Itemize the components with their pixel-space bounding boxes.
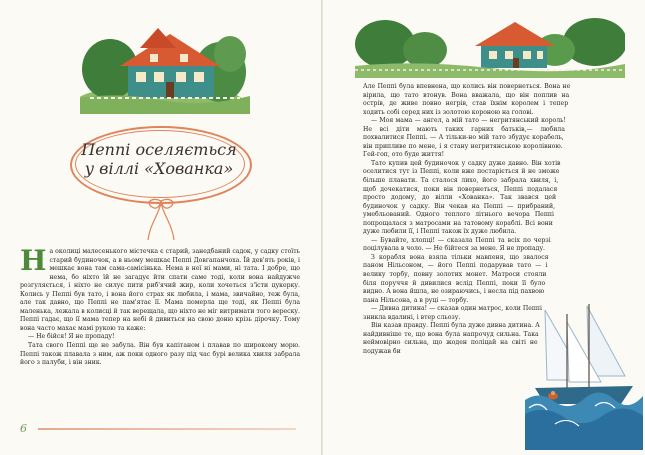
paragraph: — Не бійся! Я не пропаду! bbox=[28, 333, 115, 341]
paragraph: Але Пеппі була впевнена, що колись він повернеться. Вона не вірила, що тато втонув. Вона вважала, що він поплив на острів, де живе повно негрів, став їхнім королем і тепер ходить собі серед них із золотою короною на голові. bbox=[363, 83, 571, 116]
left-page bbox=[0, 0, 321, 455]
paragraph: — Дивна дитина! — сказав один матрос, коли Пеппі зникла вдалині, і втер сльозу. bbox=[363, 305, 542, 321]
bottom-rule bbox=[38, 428, 296, 430]
paragraph: З корабля вона взяла тільки мавпеня, що звалося паном Нільсоном, — його Пеппі подарував тато — і велику торбу, повну золотих монет. Матроси стояли біля поруччя й дивилися вслід Пеппі, поки її було видно. А вона йшла, не озираючись, і несла під пахвою пана Нільсона, а в руці — торбу. bbox=[363, 253, 549, 304]
paragraph: Тата свого Пеппі ще не забула. Він був капітаном і плавав по широкому морю. Пеппі також плавала з ним, аж поки одного разу під час бурі велика хвиля забрала його з палуби, і він зник. bbox=[20, 342, 300, 367]
paragraph: — Бувайте, хлопці! — сказала Пеппі та всіх по черзі поцілувала в чоло. — Не бійтеся за мене. Я не пропаду. bbox=[363, 236, 551, 253]
page-number: 6 bbox=[20, 422, 27, 435]
drop-cap: Н bbox=[20, 244, 47, 277]
paragraph: Тато купив цей будиночок у садку дуже давно. Він хотів оселитися тут із Пеппі, коли вже постаріється й не зможе більше плавати. Та сталося лихо, його забрала хвиля, і, щоб дочекатися, поки він повернеться, Пеппі подалася просто додому, до вілли «Хованка». Так звався цей будиночок у садку. Він чекав на Пеппі — прибраний, умебльований. Одного теплого літнього вечора Пеппі попрощалася з матросами на татовому кораблі. Всі вони дуже любили її, і Пеппі також їх дуже любила. bbox=[363, 159, 561, 236]
chapter-title-line1: Пеппі оселяється bbox=[81, 140, 237, 159]
first-paragraph-text: а околиці малесенького містечка є старий, занедбаний садок, у садку стоїть старий будиночок, а в ньому мешкає Пеппі Довгапанчоха. Їй дев'ять років, і мешкає вона там сама-самісінька. Нема в неї ні мами, ні тата. І добре, що нема, бо ніхто їй не загадує йти спати саме тоді, коли вона найдужче розгуляється, і ніхто не силує пити риб'ячий жир, коли хочеться з'їсти цукерку. Колись у Пеппі був тато, і вона його страх як любила, і мама, звичайно, теж була, але так давно, що Пеппі не пам'ятає її. Мама померла ще тоді, як Пеппі була маленька, лежала в колисці й так верещала, що ніхто не міг витримати того вереску. Пеппі гадає, що її мама тепер на небі й дивиться на свою доню крізь дірочку. Тому вона часто махає мамі рукою та каже: bbox=[20, 248, 300, 332]
bow-ornament bbox=[136, 196, 186, 246]
house-illustration-left bbox=[80, 14, 250, 114]
chapter-title bbox=[75, 140, 243, 178]
ship-illustration bbox=[525, 300, 643, 450]
house-landscape-illustration bbox=[355, 16, 625, 78]
first-paragraph bbox=[20, 244, 300, 333]
paragraph: — Моя мама — ангел, а мій тато — негритянський король! Не всі діти мають таких гарних батьків,— любила похвалитися Пеппі. — А тільки-но мій тато збудує корабель, він припливе по мене, і я стану негритянською королівною. Гей-гоп, ото буде життя! bbox=[363, 117, 566, 159]
chapter-title-line2: у віллі «Хованка» bbox=[84, 159, 234, 178]
paragraph: Він казав правду. Пеппі була дуже дивна дитина. А найдивніше те, що вона була напрочуд сильна. Така неймовірно сильна, що жоден поліцай на світі не подужав би bbox=[363, 322, 540, 355]
right-page bbox=[323, 0, 645, 455]
left-page-text bbox=[20, 244, 300, 368]
